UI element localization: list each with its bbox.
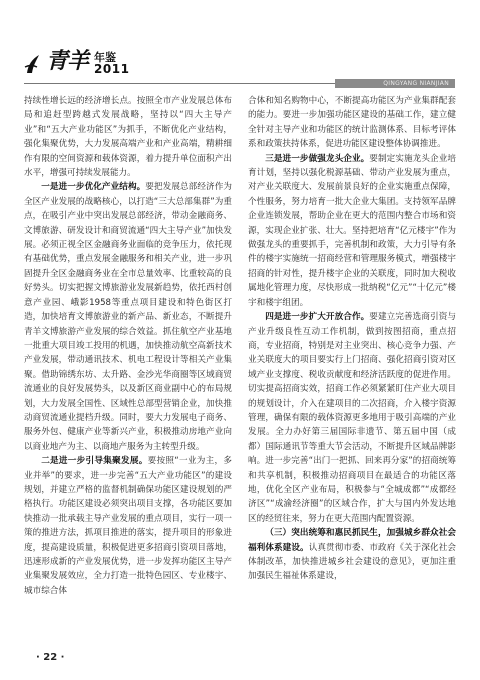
section-band xyxy=(335,79,455,88)
left-column xyxy=(24,94,232,642)
paragraph-text: 持续性增长远的经济增长点。按照全市产业发展总体布局和追赶型跨越式发展战略，坚持以“四大主导产业”和“五大产业功能区”为抓手，不断优化产业结构，强化集聚优势，大力发展高端产业和产业高端，精耕细作有限的空间资源和载体资源，着力提升单位面积产出水平，增强可持续发展能力。 xyxy=(24,96,232,179)
article-body xyxy=(24,94,456,642)
paragraph-heading: 一是进一步优化产业结构。 xyxy=(41,182,146,193)
masthead xyxy=(24,44,129,75)
paragraph xyxy=(248,94,456,152)
paragraph-heading: 三是进一步做强龙头企业。 xyxy=(265,153,370,164)
paragraph-text: 要按照“一业为主，多业并举”的要求，进一步完善“五大产业功能区”的建设规划，并建立严格的监督机制确保功能区建设规划的严格执行。功能区建设必须突出项目支撑，各功能区要加快推动一批承载主导产业发展的重点项目，实行一项一策的推进方法，抓项目推进的落实，提升项目的形象进度，提高建设质量，积极促进更多招商引资项目落地，迅速形成新的产业发展优势，进一步发挥功能区主导产业集聚发展效应，全力打造一批特色园区、专业楼宇、城市综合体 xyxy=(24,456,232,596)
paragraph xyxy=(24,180,232,454)
yearbook-logo-icon xyxy=(24,53,42,75)
paragraph-text: 要建立完善选商引资与产业升级良性互动工作机制，做到按图招商，重点招商，专业招商，特别是对主业突出、核心竞争力强、产业关联度大的项目要实行上门招商、强化招商引资对区域产业支撑度、税收贡献度和经济活跃度的促进作用。切实提高招商实效，招商工作必须紧紧盯住产业大项目的规划设计，介入在建项目的二次招商，介入楼宇资源管理，确保有限的载体资源更多地用于吸引高端的产业发展。全力办好第三届国际非遗节、第五届中国（成都）国际通讯节等重大节会活动，不断提升区域品牌影响。进一步完善“出门一把抓、回来再分家”的招商统筹和共享机制，积极推动招商项目在最适合的功能区落地，优化全区产业布局，积极参与“全城成都”“成都经济区”“成渝经济圈”的区域合作，扩大与国内外发达地区的经贸往来，努力在更大范围内配置资源。 xyxy=(248,312,456,524)
paragraph-text: 认真贯彻市委、市政府《关于深化社会体制改革，加快推进城乡社会建设的意见》，更加注重加强民生福祉体系建设， xyxy=(248,542,456,582)
paragraph-heading: 四是进一步扩大开放合作。 xyxy=(265,312,370,323)
paragraph-text: 要制定实施龙头企业培育计划，坚持以强化税源基础、带动产业发展为重点，对产业关联度大、发展前景良好的企业实施重点保障，个性服务，努力培育一批大企业大集团。支持领军品牌企业连锁发展，帮助企业在更大的范围内整合市场和资源，实现企业扩张、壮大。坚持把培育“亿元楼宇”作为做强龙头的重要抓手，完善机制和政策，大力引导有条件的楼宇实施统一招商经营和管理服务模式，增强楼宇招商的针对性，提升楼宇企业的关联度，同时加大税收属地化管理力度，尽快形成一批纳税“亿元”“十亿元”楼宇和楼宇组团。 xyxy=(248,153,456,308)
brand-logo: 青羊 xyxy=(46,48,89,74)
paragraph xyxy=(248,526,456,584)
paragraph xyxy=(248,310,456,526)
yearbook-label: 年鉴 xyxy=(94,51,117,64)
paragraph-text: 合体和知名购物中心，不断提高功能区为产业集群配套的能力。要进一步加强功能区建设的基础工作，建立健全针对主导产业和功能区的统计监测体系、目标考评体系和政策扶持体系，促进功能区建设整体协调推进。 xyxy=(248,96,456,150)
paragraph-heading: 二是进一步引导集聚发展。 xyxy=(41,456,148,467)
page-header xyxy=(0,0,480,88)
paragraph xyxy=(24,454,232,598)
page-number: · 22 · xyxy=(36,652,65,663)
paragraph-text: 要把发展总部经济作为全区产业发展的战略核心，以打造“三大总部集群”为重点，在吸引产业中突出发展总部经济，带动金融商务、文博旅游、研发设计和商贸流通“四大主导产业”加快发展。必须正视全区金融商务业面临的竞争压力，依托现有基础优势，重点发展金融服务和相关产业，进一步巩固提升全区金融商务业在全市总量效率、比重较高的良好势头。切实把握文博旅游业发展新趋势，依托西村创意产业园、峨影1958等重点项目建设和特色街区打造，加快培育文博旅游业的新产品、新业态，不断提升青羊文博旅游产业发展的综合效益。抓住航空产业基地一批重大项目竣工投用的机遇，加快推动航空高新技术产业发展，带动通讯技术、机电工程设计等相关产业集聚。借助锦绣东坊、太升路、金沙光华商圈等区域商贸流通业的良好发展势头，以及新区商业副中心的布局规划，大力发展全国性、区域性总部型营销企业，加快推动商贸流通业提档升级。同时，要大力发展电子商务、服务外包、健康产业等新兴产业，积极推动房地产业向以商业地产为主、以商地产服务为主转型升级。 xyxy=(24,182,232,452)
paragraph-heading: （三）突出统筹和惠民抓民生，加强城乡群众社会福利体系建设。 xyxy=(248,528,456,553)
yearbook-title xyxy=(94,52,129,75)
header-rule xyxy=(24,83,335,84)
paragraph xyxy=(248,152,456,310)
paragraph xyxy=(24,94,232,180)
year-label: 2011 xyxy=(94,62,130,76)
section-band-text: QINGYANG NIANJIAN xyxy=(383,80,449,87)
right-column xyxy=(248,94,456,642)
